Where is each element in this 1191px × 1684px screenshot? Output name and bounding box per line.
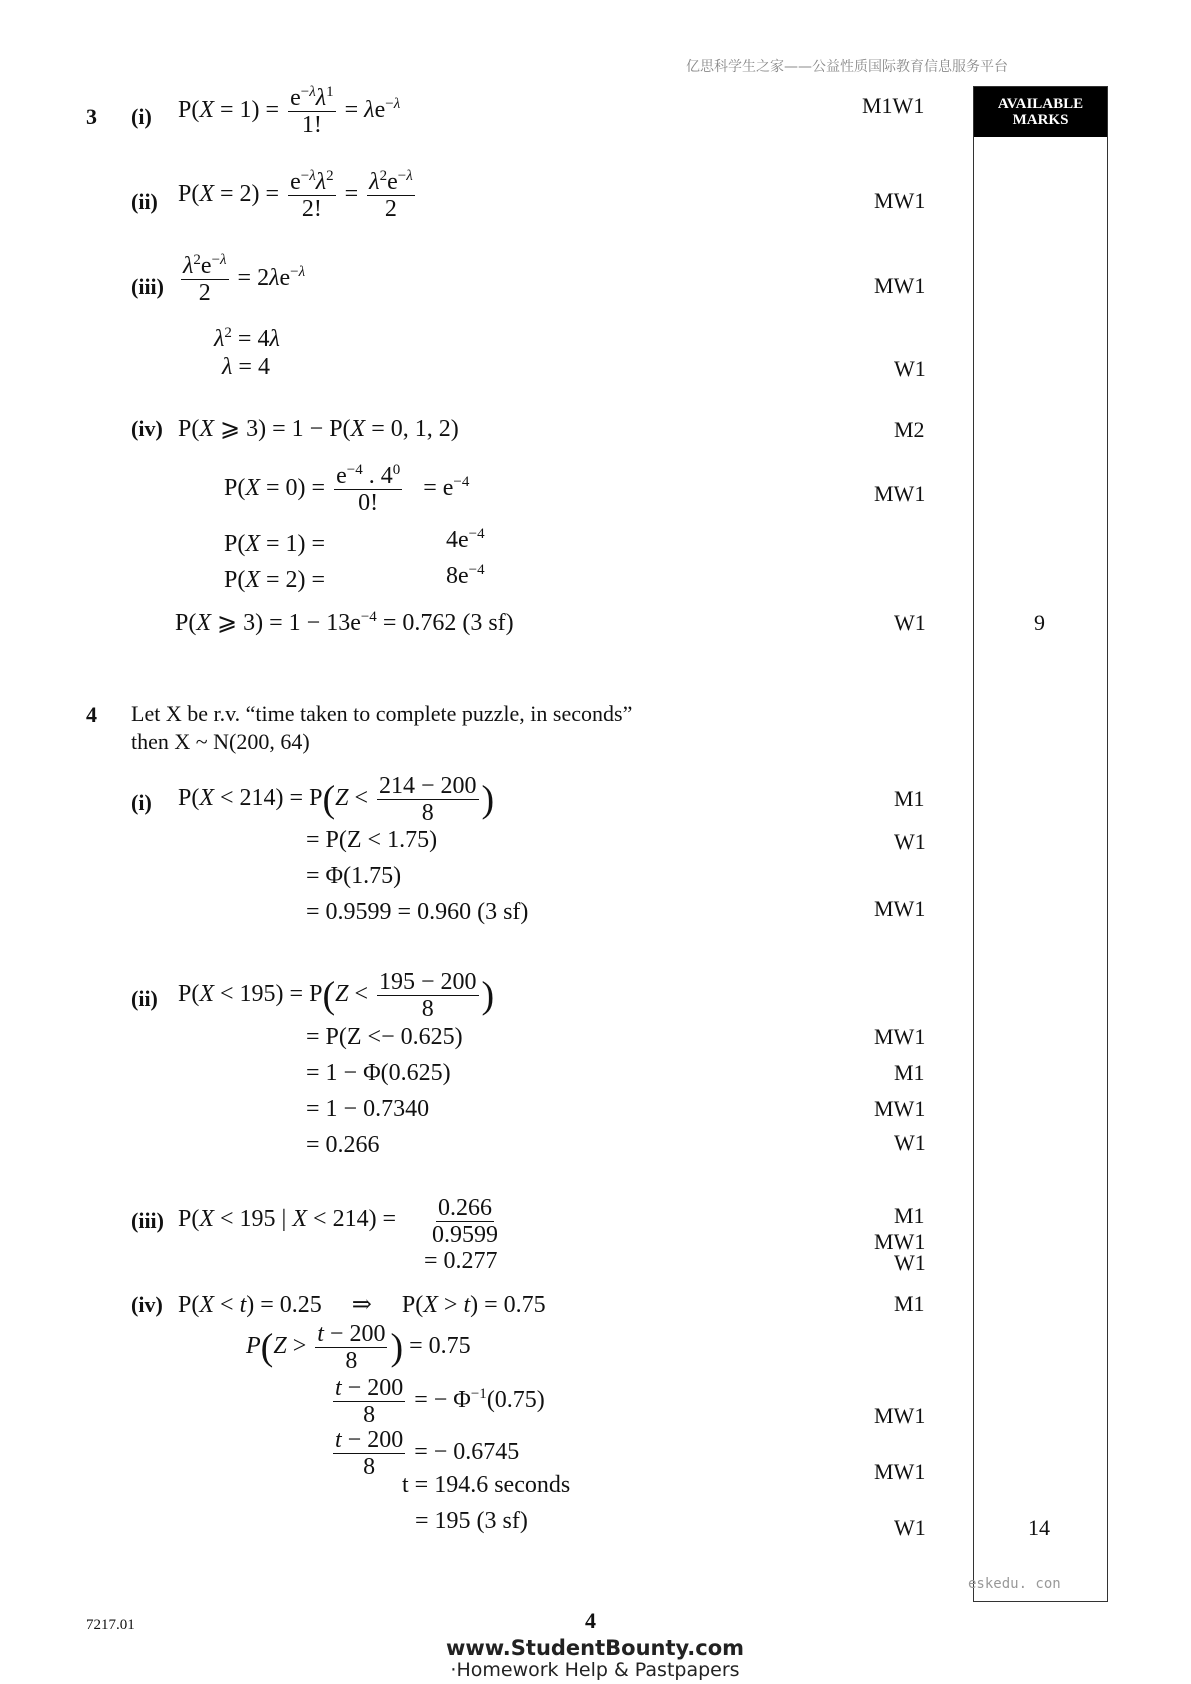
q4-i-mark-3: MW1 — [874, 896, 926, 921]
q3-iv-mark-b: MW1 — [874, 481, 926, 506]
q3-i-mark: M1W1 — [862, 93, 925, 118]
q4-intro-line1: Let X be r.v. “time taken to complete puzzle, in seconds” — [131, 701, 633, 726]
q3-available-marks: 9 — [1034, 610, 1045, 635]
q4-iii-mark-2: MW1 — [874, 1229, 926, 1254]
q3-iv-equation: P(X ⩾ 3) = 1 − P(X = 0, 1, 2) — [178, 416, 459, 442]
q3-iv-p1: P(X = 1) = — [224, 531, 326, 557]
q4-ii-line1: = P(Z <− 0.625) — [306, 1024, 463, 1050]
q4-intro-line2: then X ~ N(200, 64) — [131, 729, 310, 754]
q4-iii-mark-1: M1 — [894, 1203, 925, 1228]
q3-iv-p2: P(X = 2) = — [224, 567, 326, 593]
q3-iv-p0: P(X = 0) = $\frac{e^{-4} . 4^0}{0!}$ = $e^{-4}$ — [224, 462, 470, 516]
q3-ii-mark: MW1 — [874, 188, 926, 213]
q3-number: 3 — [86, 104, 97, 129]
available-marks-column — [973, 86, 1108, 1602]
q4-iv-equation: P(X < t) = 0.25 ⇒ P(X > t) = 0.75 — [178, 1292, 546, 1318]
q4-i-mark-1: M1 — [894, 786, 925, 811]
q4-part-iv-label: (iv) — [131, 1292, 163, 1317]
q3-part-iii-equation: $\frac{\lambda^2e^{-\lambda}}{2}$ = $2\lambda e^{-\lambda}$ — [183, 252, 306, 306]
q4-iv-step3: $\frac{t - 200}{8}$ = − 0.6745 — [335, 1427, 520, 1480]
q3-iii-step1: $\lambda^2 = 4\lambda$ — [214, 325, 280, 352]
q3-iii-mark-b: W1 — [894, 356, 926, 381]
q3-part-iv-label: (iv) — [131, 416, 163, 441]
q3-iv-p2-val: $8e^{-4}$ — [446, 562, 485, 589]
q3-part-ii-equation: P(X = 2) = $\frac{e^{-\lambda}\lambda^2}{2!}$ = $\frac{\lambda^2e^{-\lambda}}{2}$ — [178, 168, 413, 222]
site-tagline: ·Homework Help & Pastpapers — [450, 1659, 740, 1681]
q4-ii-line2: = 1 − Φ(0.625) — [306, 1060, 451, 1086]
q4-iv-line1: t = 194.6 seconds — [402, 1472, 571, 1498]
q3-part-ii-label: (ii) — [131, 189, 158, 214]
watermark-text: eskedu. con — [968, 1576, 1061, 1592]
q3-iii-mark: MW1 — [874, 273, 926, 298]
footer-code: 7217.01 — [86, 1617, 135, 1633]
q4-iv-mark-4: W1 — [894, 1515, 926, 1540]
q4-ii-equation: P(X < 195) = P(Z < $\frac{195 - 200}{8}$ ) — [178, 969, 495, 1022]
q4-iv-mark-2: MW1 — [874, 1403, 926, 1428]
q4-iv-mark-1: M1 — [894, 1291, 925, 1316]
studentbounty-logo[interactable] — [430, 1637, 760, 1681]
q4-iii-mark-3: W1 — [894, 1250, 926, 1275]
q4-iv-line2: = 195 (3 sf) — [415, 1508, 528, 1534]
q4-iii-fraction: $\frac{0.266}{0.9599}$ — [432, 1195, 498, 1248]
page-number: 4 — [585, 1608, 596, 1633]
header-text: 亿思科学生之家——公益性质国际教育信息服务平台 — [686, 59, 1008, 75]
q3-iv-result: P(X ⩾ $3) = 1 - 13e^{-4} = 0.762$ (3 sf) — [175, 609, 514, 636]
q4-i-line2: = Φ(1.75) — [306, 863, 402, 889]
q4-iii-result: = 0.277 — [424, 1248, 498, 1274]
q4-iv-step2: $\frac{t - 200}{8}$ = − $\Phi^{-1}(0.75)$ — [335, 1375, 545, 1428]
q4-i-line3: = 0.9599 = 0.960 (3 sf) — [306, 899, 529, 925]
q4-ii-mark-1: MW1 — [874, 1024, 926, 1049]
q4-ii-line4: = 0.266 — [306, 1132, 380, 1158]
q4-available-marks: 14 — [1028, 1515, 1050, 1540]
q3-iv-p1-val: $4e^{-4}$ — [446, 526, 485, 553]
q4-number: 4 — [86, 702, 97, 727]
q4-iii-equation: P(X < 195 | X < 214) = — [178, 1206, 397, 1232]
q4-i-mark-2: W1 — [894, 829, 926, 854]
q3-part-i-equation: P(X = 1) = $\frac{e^{-\lambda}\lambda^1}{1!}$ = $\lambda e^{-\lambda}$ — [178, 84, 401, 138]
q4-i-line1: = P(Z < 1.75) — [306, 827, 438, 853]
q4-i-equation: P(X < 214) = P(Z < $\frac{214 - 200}{8}$ ) — [178, 773, 495, 826]
q4-iv-step1: P(Z > $\frac{t - 200}{8}$ ) = 0.75 — [246, 1321, 471, 1374]
q4-ii-mark-4: W1 — [894, 1130, 926, 1155]
q3-part-iii-label: (iii) — [131, 274, 164, 299]
q4-ii-mark-3: MW1 — [874, 1096, 926, 1121]
available-marks-header: AVAILABLE MARKS — [974, 87, 1107, 137]
site-url: www.StudentBounty.com — [445, 1636, 745, 1660]
q3-iv-mark-c: W1 — [894, 610, 926, 635]
q4-iv-mark-3: MW1 — [874, 1459, 926, 1484]
q4-ii-line3: = 1 − 0.7340 — [306, 1096, 430, 1122]
q4-part-i-label: (i) — [131, 790, 152, 815]
q3-iii-step2: λ = 4 — [222, 354, 270, 380]
q4-part-iii-label: (iii) — [131, 1208, 164, 1233]
q4-ii-mark-2: M1 — [894, 1060, 925, 1085]
q3-part-i-label: (i) — [131, 104, 152, 129]
q4-part-ii-label: (ii) — [131, 986, 158, 1011]
q3-iv-mark: M2 — [894, 417, 925, 442]
